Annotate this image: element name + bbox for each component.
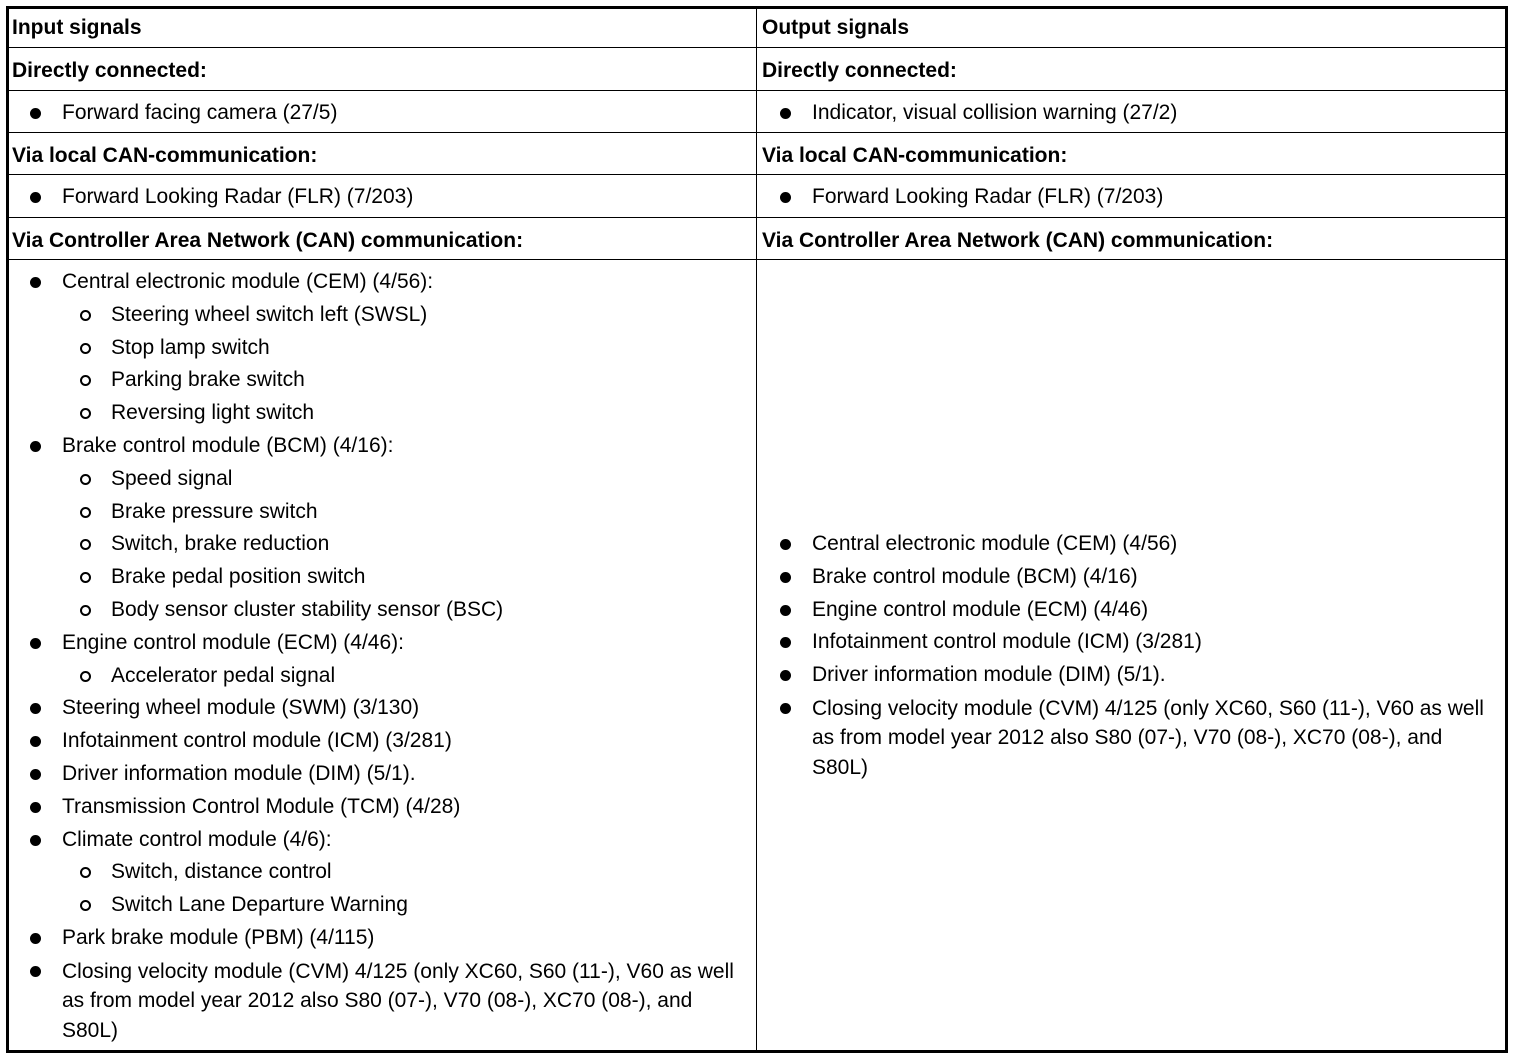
bullet-icon [30,277,41,288]
list-subitem: Switch, distance control [10,856,740,889]
bullet-icon [30,933,41,944]
bullet-icon [30,736,41,747]
circle-bullet-icon [80,343,91,354]
list-item: Closing velocity module (CVM) 4/125 (only XC60, S60 (11-), V60 as well as from model year 2012 also S80 (07-), V70 (08-), XC70 (08-), and S80L) [10,955,740,1046]
output-can-title: Via Controller Area Network (CAN) communication: [762,229,1274,252]
input-local-can-list [10,181,750,214]
bullet-icon [30,703,41,714]
list-item: Brake control module (BCM) (4/16) [760,561,1490,594]
list-item: Central electronic module (CEM) (4/56): [10,266,740,299]
row-divider [6,132,1508,133]
output-local-can-list [760,181,1500,214]
bullet-icon [780,637,791,648]
list-subitem: Steering wheel switch left (SWSL) [10,299,740,332]
bullet-icon [780,192,791,203]
circle-bullet-icon [80,867,91,878]
circle-bullet-icon [80,310,91,321]
output-direct-title: Directly connected: [762,59,957,82]
row-divider [6,259,1508,260]
list-subitem: Switch Lane Departure Warning [10,889,740,922]
list-subitem: Brake pedal position switch [10,561,740,594]
list-subitem: Brake pressure switch [10,496,740,529]
list-item: Engine control module (ECM) (4/46) [760,594,1490,627]
list-item: Forward Looking Radar (FLR) (7/203) [760,181,1500,214]
row-divider [6,47,1508,48]
list-item: Infotainment control module (ICM) (3/281) [10,725,740,758]
output-local-can-title: Via local CAN-communication: [762,144,1068,167]
input-local-can-title: Via local CAN-communication: [12,144,318,167]
output-can-list [760,528,1490,782]
row-divider [6,174,1508,175]
bullet-icon [780,572,791,583]
row-divider [6,217,1508,218]
bullet-icon [780,670,791,681]
list-item: Climate control module (4/6): [10,824,740,857]
bullet-icon [30,769,41,780]
bullet-icon [30,441,41,452]
bullet-icon [780,539,791,550]
list-item: Steering wheel module (SWM) (3/130) [10,692,740,725]
list-subitem: Parking brake switch [10,364,740,397]
list-item: Transmission Control Module (TCM) (4/28) [10,791,740,824]
bullet-icon [30,802,41,813]
circle-bullet-icon [80,900,91,911]
circle-bullet-icon [80,507,91,518]
list-subitem: Switch, brake reduction [10,528,740,561]
input-can-title: Via Controller Area Network (CAN) communication: [12,229,524,252]
row-divider [6,90,1508,91]
output-signals-header: Output signals [762,16,909,39]
list-item: Infotainment control module (ICM) (3/281) [760,626,1490,659]
list-subitem: Body sensor cluster stability sensor (BSC) [10,594,740,627]
bullet-icon [780,703,791,714]
list-item: Closing velocity module (CVM) 4/125 (only XC60, S60 (11-), V60 as well as from model year 2012 also S80 (07-), V70 (08-), XC70 (08-), and S80L) [760,692,1490,783]
bullet-icon [30,638,41,649]
bullet-icon [780,605,791,616]
list-item: Driver information module (DIM) (5/1). [760,659,1490,692]
circle-bullet-icon [80,605,91,616]
bullet-icon [30,192,41,203]
circle-bullet-icon [80,375,91,386]
bullet-icon [30,835,41,846]
bullet-icon [780,108,791,119]
list-item: Indicator, visual collision warning (27/2) [760,97,1500,130]
list-item: Brake control module (BCM) (4/16): [10,430,740,463]
bullet-icon [30,966,41,977]
circle-bullet-icon [80,539,91,550]
list-item: Central electronic module (CEM) (4/56) [760,528,1490,561]
list-subitem: Stop lamp switch [10,332,740,365]
input-direct-title: Directly connected: [12,59,207,82]
list-item: Driver information module (DIM) (5/1). [10,758,740,791]
list-subitem: Speed signal [10,463,740,496]
list-item: Engine control module (ECM) (4/46): [10,627,740,660]
column-divider [756,6,757,1053]
circle-bullet-icon [80,474,91,485]
circle-bullet-icon [80,408,91,419]
list-item: Park brake module (PBM) (4/115) [10,922,740,955]
bullet-icon [30,108,41,119]
output-direct-list [760,97,1500,130]
circle-bullet-icon [80,671,91,682]
circle-bullet-icon [80,572,91,583]
list-subitem: Reversing light switch [10,397,740,430]
input-can-list [10,266,740,1045]
input-direct-list [10,97,750,130]
list-item: Forward Looking Radar (FLR) (7/203) [10,181,750,214]
list-subitem: Accelerator pedal signal [10,660,740,693]
list-item: Forward facing camera (27/5) [10,97,750,130]
input-signals-header: Input signals [12,16,142,39]
